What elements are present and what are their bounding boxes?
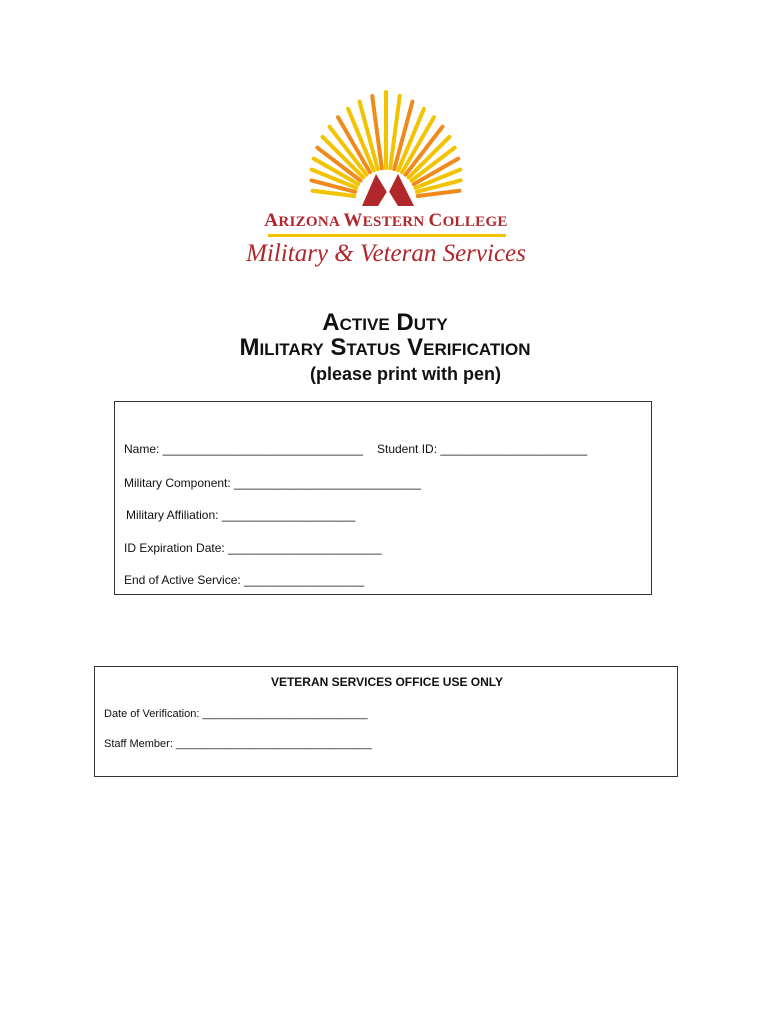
sunburst-emblem-icon <box>228 88 544 218</box>
student-id-field[interactable]: Student ID: ______________________ <box>377 442 588 456</box>
military-component-field[interactable]: Military Component: ____________________________ <box>124 476 421 490</box>
military-affiliation-field[interactable]: Military Affiliation: ____________________ <box>126 508 356 522</box>
college-name: ARIZONA WESTERN COLLEGE <box>264 210 508 231</box>
form-title-line2: Military Status Verification <box>239 334 531 361</box>
form-instruction: (please print with pen) <box>310 364 502 384</box>
end-of-active-service-field[interactable]: End of Active Service: __________________ <box>124 573 365 587</box>
form-title-line1: Active Duty <box>322 309 448 336</box>
id-expiration-date-field[interactable]: ID Expiration Date: _______________________ <box>124 541 382 555</box>
name-field[interactable]: Name: ______________________________ <box>124 442 363 456</box>
staff-member-field[interactable]: Staff Member: ________________________________ <box>104 738 372 750</box>
student-info-box <box>114 401 652 595</box>
logo-divider <box>268 234 506 237</box>
office-use-title: VETERAN SERVICES OFFICE USE ONLY <box>270 675 504 689</box>
office-use-box <box>94 666 678 777</box>
college-logo <box>228 88 544 278</box>
date-of-verification-field[interactable]: Date of Verification: ___________________________ <box>104 708 368 720</box>
department-name: Military & Veteran Services <box>246 240 526 267</box>
